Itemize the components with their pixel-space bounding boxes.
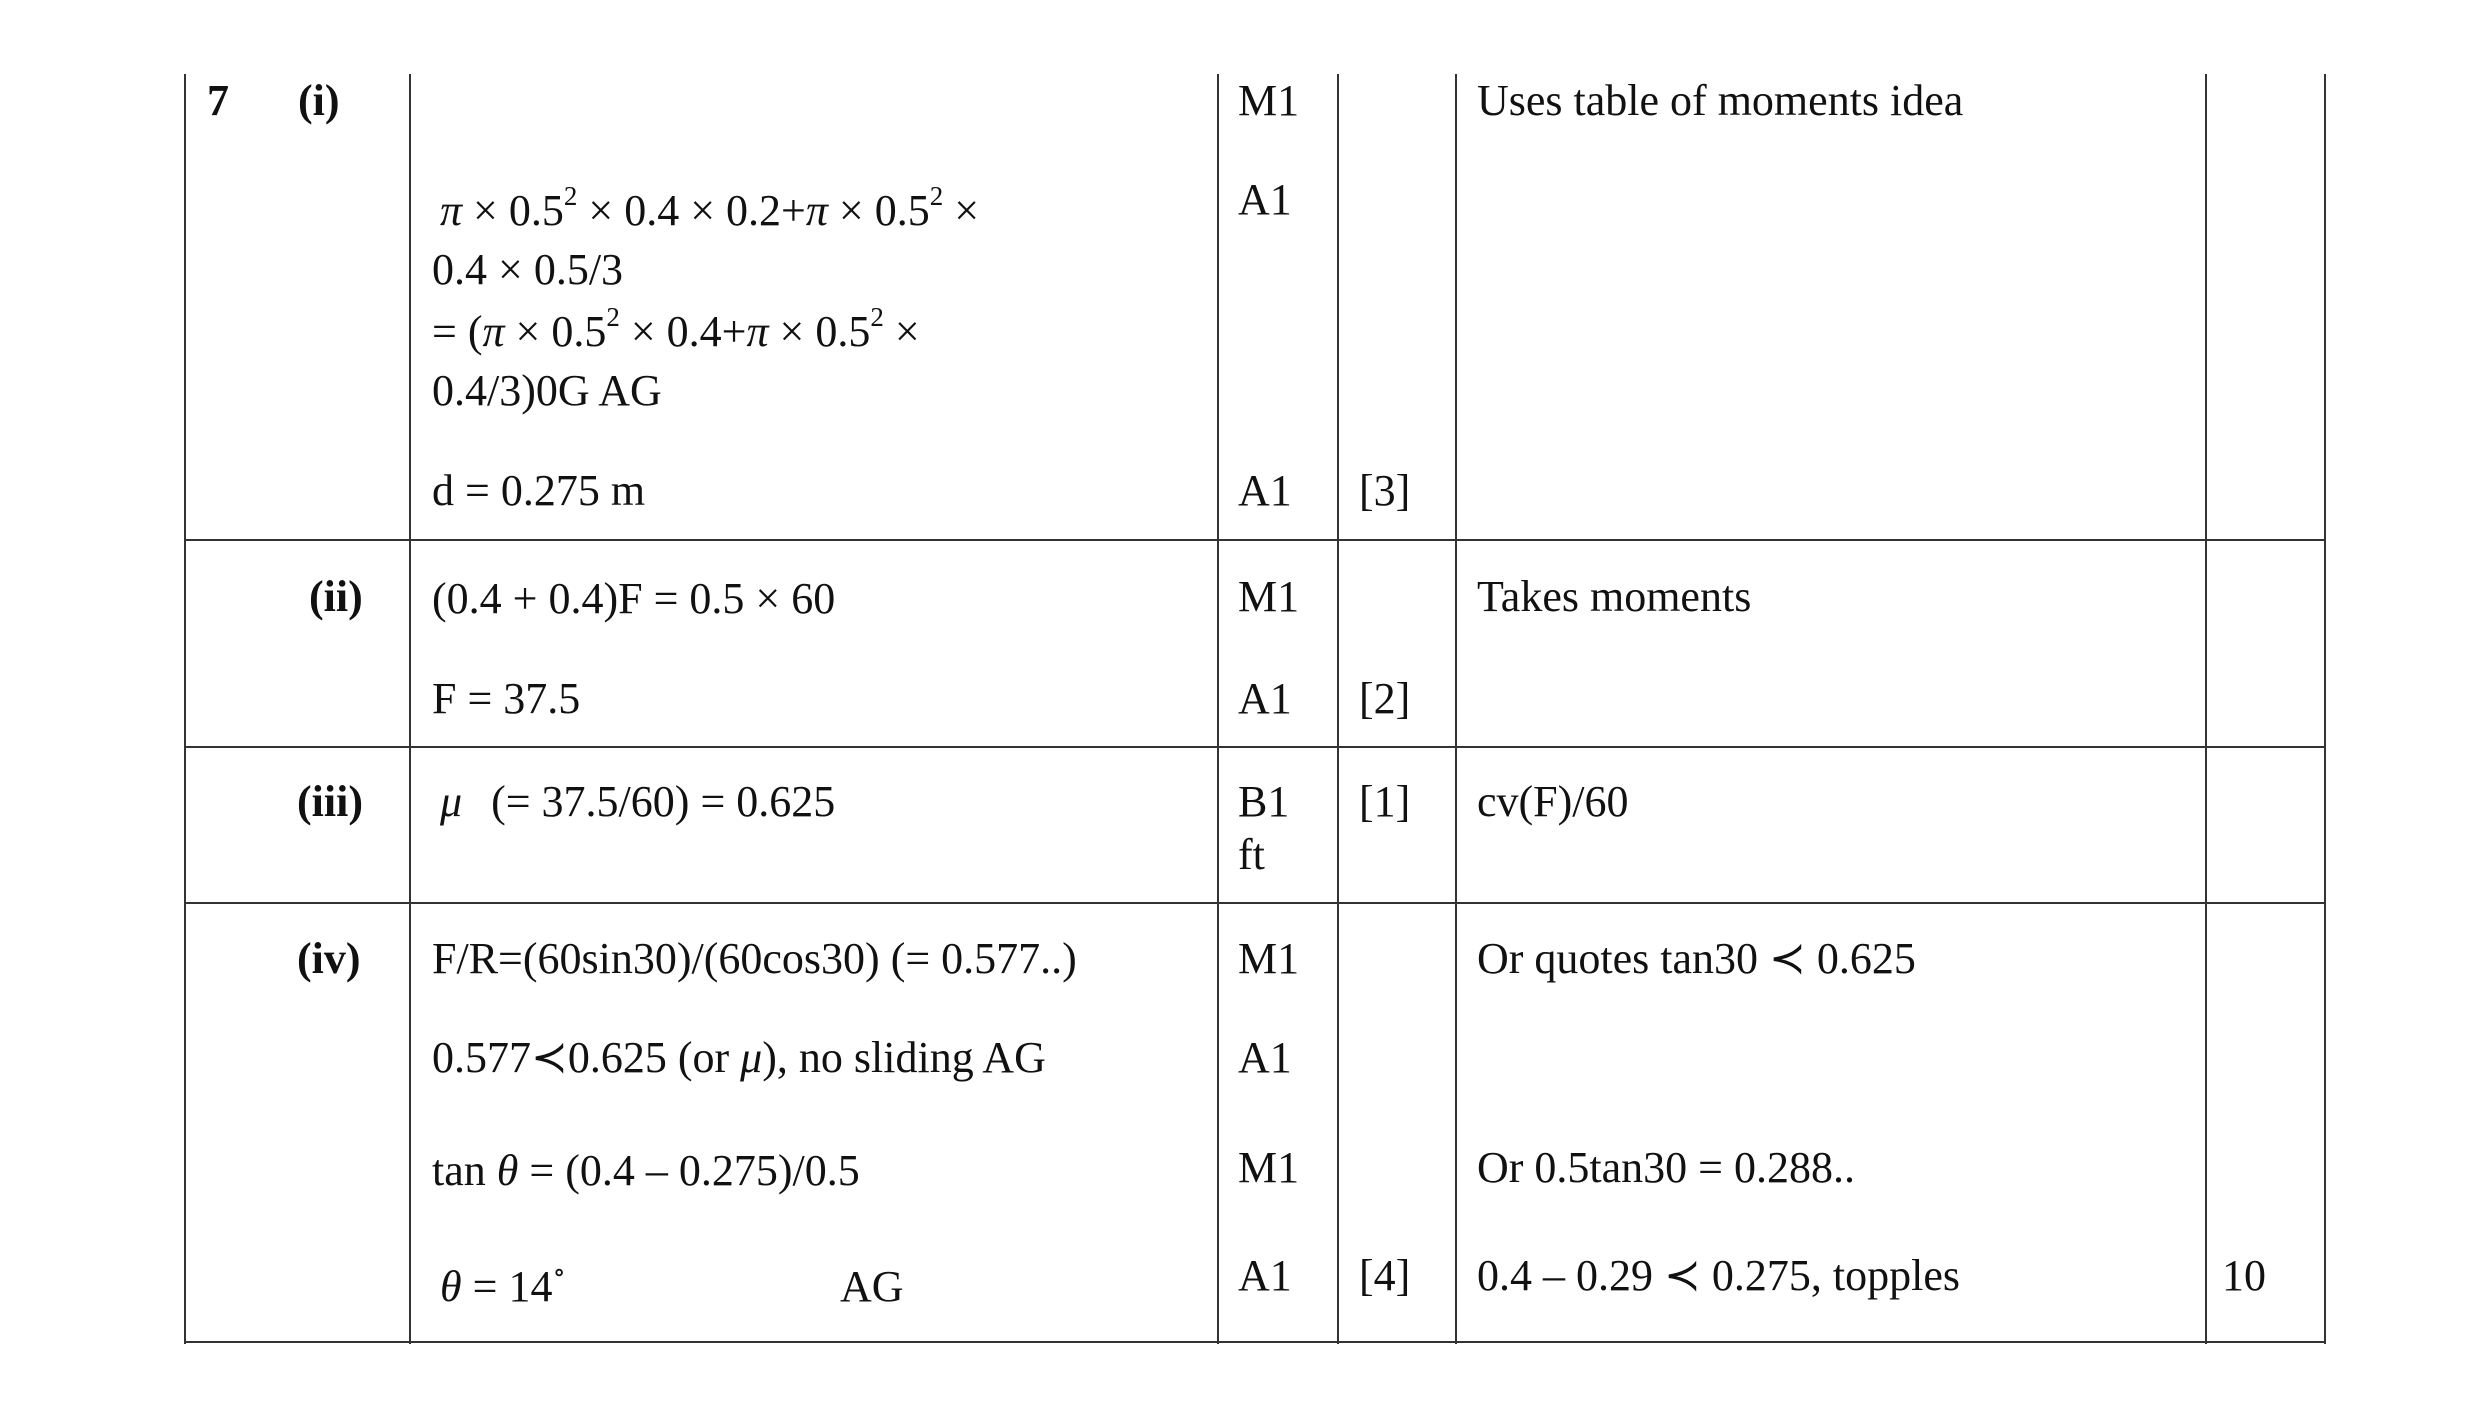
working-line-iv-3: tan θ = (0.4 – 0.275)/0.5: [432, 1146, 860, 1195]
mark-i-2: A1: [1238, 175, 1292, 224]
guidance-iv-2: Or 0.5tan30 = 0.288..: [1477, 1143, 1855, 1192]
total-iii: [1]: [1359, 777, 1411, 826]
pi-symbol: π: [805, 186, 828, 235]
row-divider-2: [184, 746, 2326, 748]
working-line-i-2: 0.4 × 0.5/3: [432, 245, 624, 294]
guidance-ii-1: Takes moments: [1477, 572, 1752, 621]
pi-symbol: π: [746, 307, 769, 356]
working-line-i-5: d = 0.275 m: [432, 466, 646, 515]
working-line-i-1: $\pi \times 0.5^2 \times 0.4 \times 0.2+\pi \times 0.5^2$ ×: [440, 180, 980, 235]
mark-iv-4: A1: [1238, 1251, 1292, 1300]
working-line-i-3: = ($\pi \times 0.5^2 \times 0.4+\pi \times 0.5^2$ ×: [432, 301, 920, 356]
mark-i-3: A1: [1238, 466, 1292, 515]
ag-label-iv: AG: [840, 1262, 904, 1311]
working-line-i-4: 0.4/3)0G AG: [432, 366, 662, 415]
total-i: [3]: [1359, 466, 1411, 515]
part-label-iv: (iv): [297, 934, 361, 983]
working-line-iv-4: θ = 14∘: [440, 1256, 566, 1311]
table-right-border: [2324, 74, 2326, 1344]
mark-iii-2: ft: [1238, 830, 1265, 879]
row-divider-3: [184, 902, 2326, 904]
col-divider-4: [1455, 74, 1457, 1344]
mark-i-1: M1: [1238, 76, 1300, 125]
working-line-ii-2: F = 37.5: [432, 674, 581, 723]
mark-iv-2: A1: [1238, 1033, 1292, 1082]
working-line-ii-1: (0.4 + 0.4)F = 0.5 × 60: [432, 574, 836, 623]
working-line-iii-1: μ (= 37.5/60) = 0.625: [440, 777, 836, 826]
pi-symbol: π: [440, 186, 463, 235]
theta-symbol: θ: [496, 1146, 519, 1195]
guidance-iii-1: cv(F)/60: [1477, 777, 1629, 826]
total-ii: [2]: [1359, 674, 1411, 723]
part-label-ii: (ii): [309, 572, 363, 621]
total-iv: [4]: [1359, 1251, 1411, 1300]
mu-symbol: μ: [440, 777, 463, 826]
col-divider-2: [1217, 74, 1219, 1344]
guidance-iv-3: 0.4 – 0.29 ≺ 0.275, topples: [1477, 1251, 1960, 1300]
working-line-iv-1: F/R=(60sin30)/(60cos30) (= 0.577..): [432, 934, 1077, 983]
part-label-iii: (iii): [297, 777, 363, 826]
row-divider-1: [184, 539, 2326, 541]
mark-ii-1: M1: [1238, 572, 1300, 621]
table-bottom-border: [184, 1341, 2326, 1343]
question-number: 7: [207, 76, 229, 125]
mark-iv-3: M1: [1238, 1143, 1300, 1192]
mark-iv-1: M1: [1238, 934, 1300, 983]
working-line-iv-2: 0.577≺0.625 (or μ), no sliding AG: [432, 1033, 1046, 1082]
guidance-iv-1: Or quotes tan30 ≺ 0.625: [1477, 934, 1916, 983]
col-divider-3: [1337, 74, 1339, 1344]
col-divider-1: [409, 74, 411, 1344]
mu-symbol: μ: [740, 1033, 763, 1082]
mark-iii-1: B1: [1238, 777, 1290, 826]
guidance-i-1: Uses table of moments idea: [1477, 76, 1964, 125]
pi-symbol: π: [482, 307, 505, 356]
theta-symbol: θ: [440, 1262, 462, 1311]
part-label-i: (i): [298, 76, 340, 125]
table-left-border: [184, 74, 186, 1344]
col-divider-5: [2205, 74, 2207, 1344]
question-total: 10: [2222, 1251, 2266, 1300]
mark-ii-2: A1: [1238, 674, 1292, 723]
